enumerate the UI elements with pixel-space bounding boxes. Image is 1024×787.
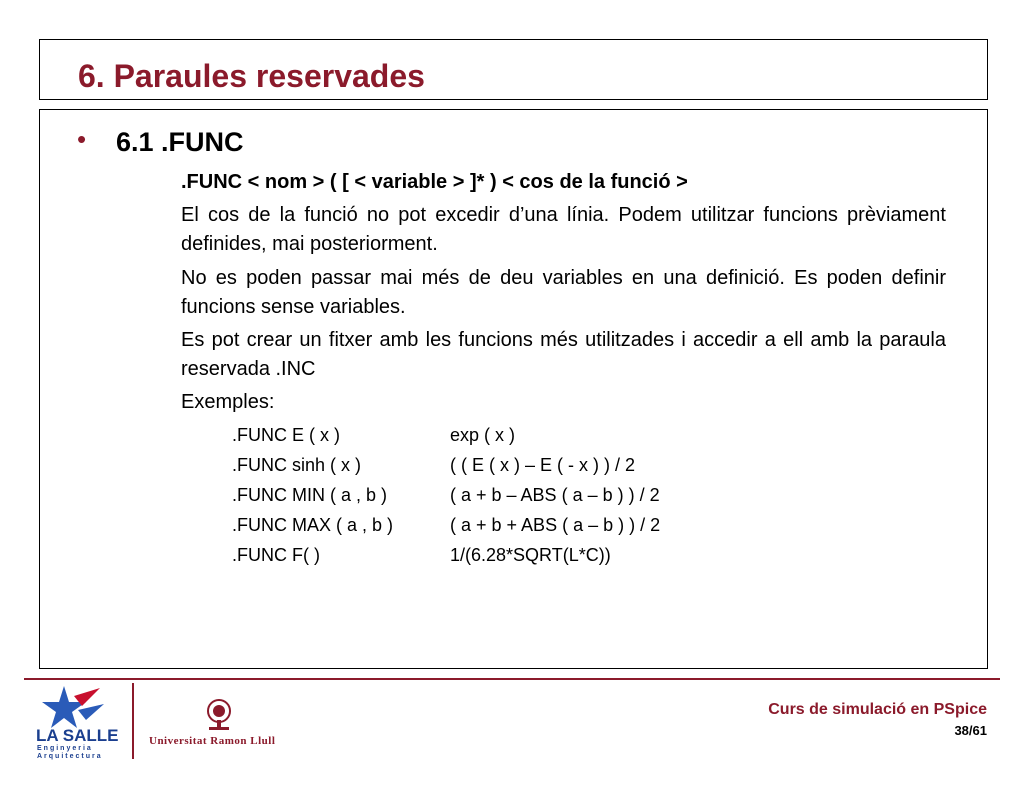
footer-divider <box>24 678 1000 680</box>
example-row <box>232 546 611 564</box>
footer-logo-separator <box>132 683 134 759</box>
content-box <box>39 109 988 669</box>
examples-label: Exemples: <box>181 391 275 413</box>
paragraph-text: Es pot crear un fitxer amb les funcions més utilitzades i accedir a ell amb la paraula reservada .INC <box>181 329 946 380</box>
example-expression: ( ( E ( x ) – E ( - x ) ) / 2 <box>450 455 636 475</box>
example-expression: 1/(6.28*SQRT(L*C)) <box>450 545 611 565</box>
example-function: .FUNC E ( x ) <box>232 425 340 445</box>
section-heading: 6.1 .FUNC <box>116 127 244 157</box>
slide-title: 6. Paraules reservades <box>78 58 425 94</box>
func-syntax: .FUNC < nom > ( [ < variable > ]* ) < cos de la funció > <box>181 171 688 193</box>
example-function: .FUNC MIN ( a , b ) <box>232 485 388 505</box>
paragraph-variable-limit <box>156 264 946 322</box>
example-row <box>232 456 635 474</box>
university-name: Universitat Ramon Llull <box>149 735 276 747</box>
example-row <box>232 486 660 504</box>
paragraph-line-limit <box>156 201 946 259</box>
example-expression: ( a + b + ABS ( a – b ) ) / 2 <box>450 515 661 535</box>
lasalle-subtitle: Enginyeria Arquitectura <box>37 745 103 760</box>
example-expression: exp ( x ) <box>450 425 516 445</box>
university-emblem-icon <box>200 698 238 732</box>
paragraph-text: El cos de la funció no pot excedir d’una línia. Podem utilitzar funcions prèviament definides, mai posteriorment. <box>181 204 946 255</box>
example-row <box>232 426 515 444</box>
example-function: .FUNC sinh ( x ) <box>232 455 362 475</box>
paragraph-include-file <box>156 326 946 384</box>
lasalle-wordmark: LA SALLE <box>36 726 119 745</box>
example-function: .FUNC MAX ( a , b ) <box>232 515 394 535</box>
example-row <box>232 516 660 534</box>
title-box <box>39 39 988 100</box>
bullet-icon: • <box>77 124 87 154</box>
example-function: .FUNC F( ) <box>232 545 320 565</box>
paragraph-text: No es poden passar mai més de deu variables en una definició. Es poden definir funcions sense variables. <box>181 267 946 318</box>
page-number: 38/61 <box>954 723 987 738</box>
footer-course-title: Curs de simulació en PSpice <box>768 701 987 718</box>
example-expression: ( a + b – ABS ( a – b ) ) / 2 <box>450 485 660 505</box>
